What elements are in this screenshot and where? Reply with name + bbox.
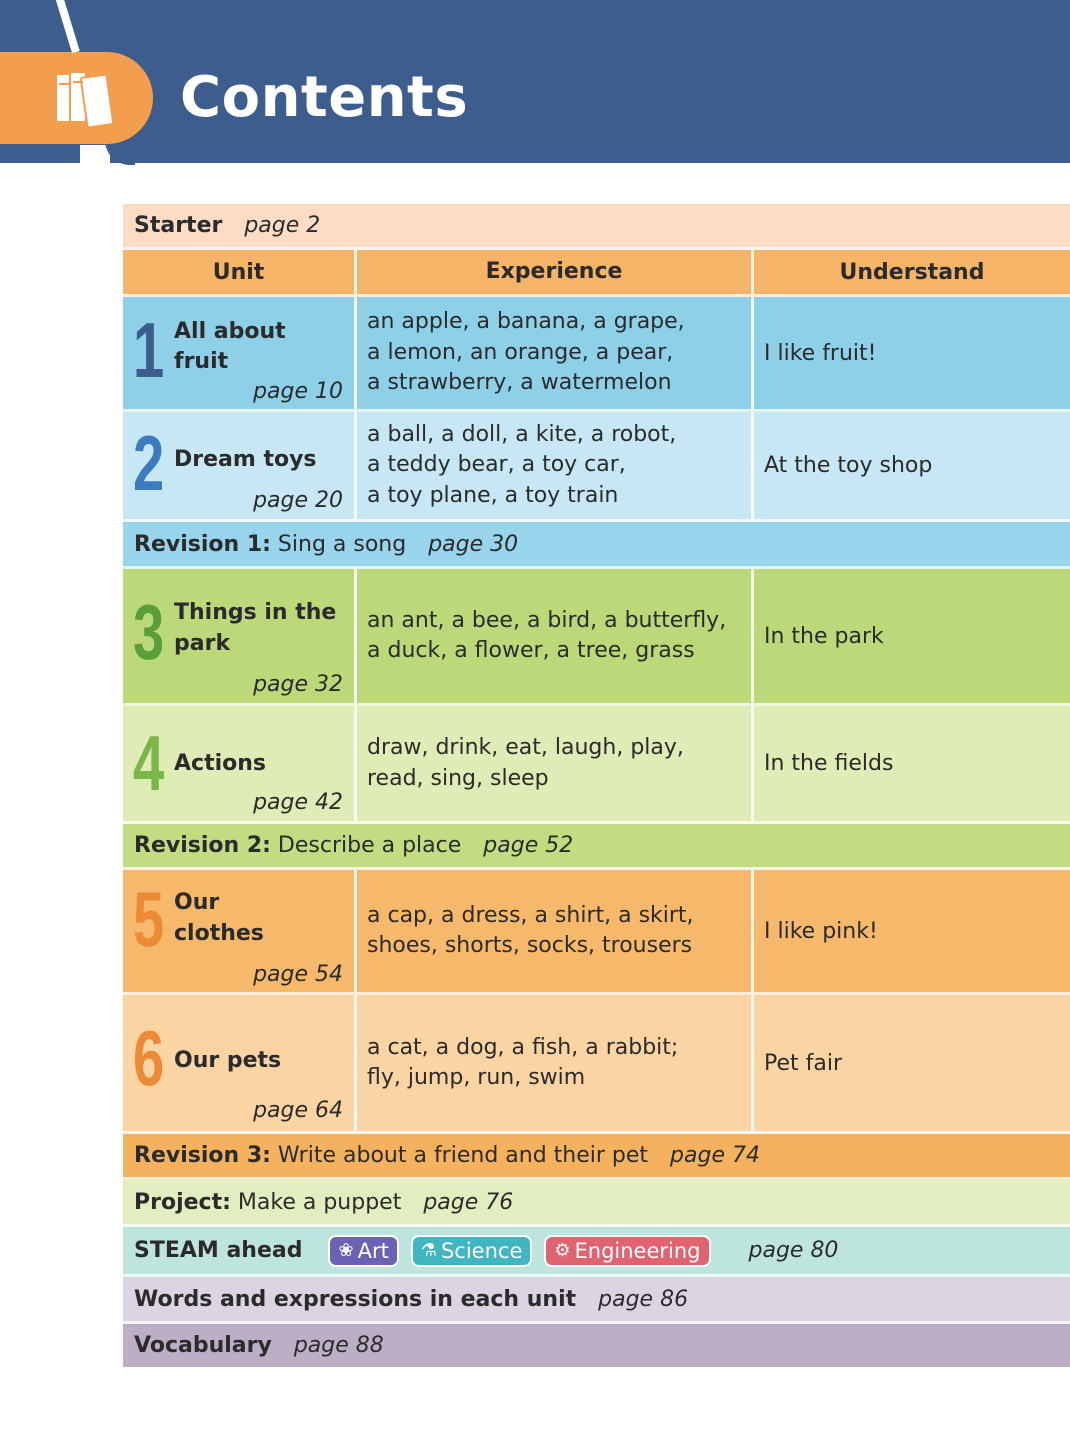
unit-page: page 32 <box>253 672 343 697</box>
science-badge <box>411 1235 533 1267</box>
understand-cell: Pet fair <box>764 1050 843 1076</box>
unit-name-line: clothes <box>174 921 264 946</box>
experience-line: an ant, a bee, a bird, a butterfly, <box>367 607 727 633</box>
unit-number: 6 <box>133 1014 165 1102</box>
steam-row <box>123 1227 1070 1277</box>
unit-number: 4 <box>133 719 165 807</box>
revision-label: Revision 3: <box>134 1143 271 1168</box>
unit-row-2 <box>123 412 1070 522</box>
unit-number: 5 <box>133 875 165 963</box>
column-header-row <box>123 250 1070 297</box>
revision-page: page 74 <box>670 1143 760 1168</box>
unit-number: 2 <box>133 419 165 507</box>
unit-number: 1 <box>133 306 165 394</box>
unit-name-line: Our pets <box>174 1048 282 1073</box>
revision-text: Sing a song <box>277 531 407 557</box>
experience-line: a lemon, an orange, a pear, <box>367 339 674 365</box>
microscope-icon: ⚗ <box>420 1240 437 1261</box>
revision-page: page 52 <box>483 833 574 858</box>
understand-cell: I like pink! <box>764 918 878 944</box>
badge-label: Art <box>357 1238 389 1263</box>
unit-number: 3 <box>133 588 165 676</box>
palette-icon: ❀ <box>338 1240 354 1261</box>
unit-name-line: fruit <box>174 349 229 374</box>
art-badge <box>328 1235 398 1267</box>
engineering-badge <box>544 1235 710 1267</box>
experience-line: a strawberry, a watermelon <box>367 370 672 396</box>
project-row <box>123 1180 1070 1227</box>
experience-line: a cap, a dress, a shirt, a skirt, <box>367 902 694 928</box>
understand-cell: At the toy shop <box>764 453 933 478</box>
vocabulary-row <box>123 1324 1070 1367</box>
experience-line: a cat, a dog, a fish, a rabbit; <box>367 1034 679 1060</box>
vocabulary-label: Vocabulary <box>134 1333 272 1358</box>
revision-page: page 30 <box>428 531 519 557</box>
badge-label: Engineering <box>574 1238 701 1263</box>
unit-row-1 <box>123 297 1070 412</box>
header <box>0 0 1070 163</box>
understand-cell: In the fields <box>764 751 894 776</box>
unit-name-line: Dream toys <box>174 447 317 472</box>
project-text: Make a puppet <box>237 1189 402 1215</box>
unit-name-line: Things in the <box>174 600 337 625</box>
starter-row <box>123 204 1070 250</box>
revision-row-1 <box>123 522 1070 569</box>
experience-line: an apple, a banana, a grape, <box>367 309 685 335</box>
experience-line: a ball, a doll, a kite, a robot, <box>367 421 677 447</box>
understand-cell: In the park <box>764 623 884 649</box>
experience-line: read, sing, sleep <box>367 765 549 791</box>
experience-line: a teddy bear, a toy car, <box>367 452 626 478</box>
unit-row-4 <box>123 706 1070 824</box>
column-header-experience: Experience <box>485 258 623 284</box>
project-label: Project: <box>134 1189 231 1215</box>
vocabulary-page: page 88 <box>293 1333 384 1358</box>
unit-page: page 20 <box>253 488 343 513</box>
project-page: page 76 <box>423 1189 514 1215</box>
understand-cell: I like fruit! <box>764 340 877 366</box>
unit-page: page 42 <box>253 790 343 815</box>
experience-line: a toy plane, a toy train <box>367 482 619 508</box>
unit-name-line: All about <box>174 319 286 344</box>
revision-label: Revision 2: <box>134 833 271 858</box>
revision-label: Revision 1: <box>134 531 271 557</box>
unit-page: page 64 <box>253 1098 343 1123</box>
starter-page: page 2 <box>244 213 321 238</box>
unit-name-line: Actions <box>174 751 266 776</box>
words-label: Words and expressions in each unit <box>134 1286 577 1312</box>
experience-line: a duck, a flower, a tree, grass <box>367 638 695 663</box>
books-icon <box>54 66 116 130</box>
steam-label: STEAM ahead <box>134 1238 303 1263</box>
words-row <box>123 1277 1070 1324</box>
experience-line: draw, drink, eat, laugh, play, <box>367 735 684 760</box>
experience-line: shoes, shorts, socks, trousers <box>367 933 693 958</box>
column-header-unit: Unit <box>212 259 265 285</box>
steam-page: page 80 <box>748 1238 839 1263</box>
unit-name-line: park <box>174 631 231 656</box>
gears-icon: ⚙ <box>554 1240 571 1261</box>
revision-row-3 <box>123 1134 1070 1180</box>
starter-label: Starter <box>134 213 223 238</box>
experience-line: fly, jump, run, swim <box>367 1065 586 1090</box>
revision-text: Write about a friend and their pet <box>277 1143 649 1168</box>
page-title: Contents <box>180 65 469 130</box>
revision-text: Describe a place <box>277 833 462 858</box>
unit-page: page 10 <box>253 379 343 404</box>
words-page: page 86 <box>598 1286 689 1312</box>
badge-label: Science <box>440 1238 523 1263</box>
column-header-understand: Understand <box>839 259 985 285</box>
header-band <box>0 0 1070 163</box>
unit-name-line: Our <box>174 890 220 915</box>
unit-row-5 <box>123 870 1070 995</box>
unit-row-6 <box>123 995 1070 1134</box>
unit-page: page 54 <box>253 962 343 987</box>
revision-row-2 <box>123 824 1070 870</box>
unit-row-3 <box>123 569 1070 706</box>
